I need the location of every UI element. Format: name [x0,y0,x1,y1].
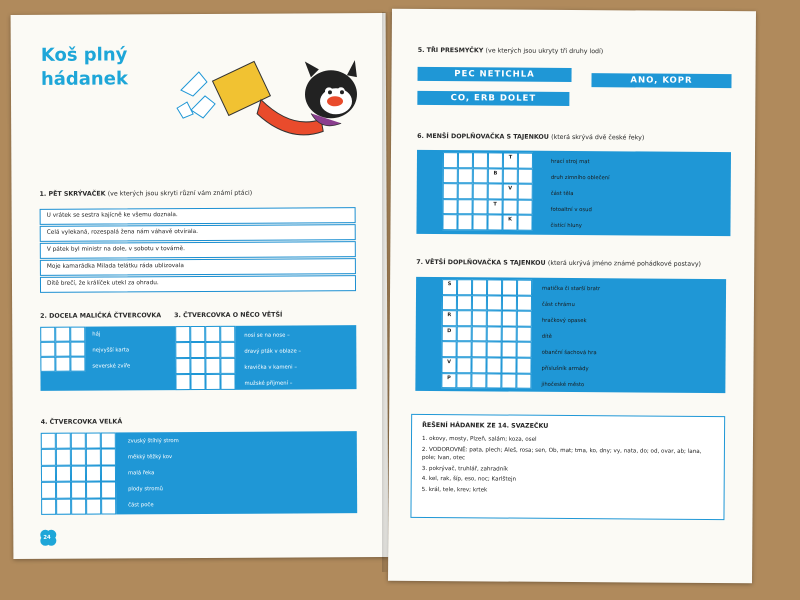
s6-clue-2: druh zimního oblečení [550,174,610,182]
solution-5: 5. král, tele, krev; krtek [421,486,488,493]
s6-grid: T B V T K [442,152,533,230]
s6-heading: 6. MENŠÍ DOPLŇOVAČKA S TAJENKOU (která skrývá dvě české řeky) [417,132,645,142]
s6-clue-5: čistící hluny [550,222,582,230]
cat-illustration [171,39,372,140]
s7-heading: 7. VĚTŠÍ DOPLŇOVAČKA S TAJENKOU (která ukrývá jméno známé pohádkové postavy) [416,258,702,268]
s6-clue-3: část těla [550,190,574,198]
s3-heading: 3. ČTVERCOVKA O NĚCO VĚTŠÍ [174,311,283,320]
s3-clue-1: nosí se na nose – [244,332,290,339]
s7-clue-5: obanční šachová hra [541,349,597,357]
s7-clue-1: matička či starší bratr [542,285,601,293]
s1-heading: 1. PĚT SKRÝVAČEK (ve kterých jsou skryti různí vám známí ptáci) [39,189,253,198]
sentence-4: Moje kamarádka Milada telátku ráda ublizovala [40,258,356,276]
s2-heading: 2. DOCELA MALIČKÁ ČTVERCOVKA [40,312,162,320]
s7-clue-4: dítě [541,333,552,340]
sentence-2: Celá vylekaná, rozespalá žena nám váhavě otvírala. [40,224,356,242]
s7-clue-3: hračkový opasek [541,317,587,325]
s2-clue-2: nejvyšší karta [92,347,130,354]
solutions-box [410,414,725,520]
s4-clue-5: část poče [128,502,154,509]
solution-1: 1. okovy, mosty, Plzeň, salám; koza, osel [421,435,537,443]
small-square-grid [40,327,85,372]
s6-clue-1: hrací stroj mat [550,158,590,166]
s7-clue-6: příslušník armády [541,365,589,373]
anagram-1: PEC NETICHLA [417,67,571,82]
solutions-heading: ŘEŠENÍ HÁDANEK ZE 14. SVAZEČKU [422,421,549,430]
s4-heading: 4. ČTVERCOVKA VELKÁ [40,418,123,426]
s3-clue-4: mužské příjmení – [244,380,293,387]
solution-4: 4. kel, rak, šíp, eso, noc; Karlštejn [421,475,517,483]
s3-clue-3: kravička v kameni – [244,364,297,371]
sentence-1: U vrátek se sestra kajícně ke všemu doznala. [40,207,356,225]
s4-clue-2: měkký těžký kov [127,454,173,461]
anagram-2: ANO, KOPR [591,73,731,88]
s7-grid: S R D V P [441,279,532,389]
large-square-grid [41,432,116,514]
left-page [11,13,389,559]
s2-clue-1: háj [92,331,101,338]
s7-clue-2: část chrámu [541,301,575,309]
s4-clue-4: plody stromů [128,486,164,493]
page-title-line2: hádanek [40,68,128,90]
s6-clue-4: fotoaltní v osud [550,206,592,214]
s4-clue-3: malá řeka [127,470,155,477]
sentence-3: V pátek byl ministr na dole, v sobotu v továrně. [40,241,356,259]
s4-clue-1: zvuský štíhlý strom [127,438,179,445]
page-number: 24 [43,534,51,541]
solution-3: 3. pokrývač, truhlář, zahradník [421,465,509,473]
sentence-5: Dítě brečí, že králíček utekl za ohradu. [40,275,356,293]
s2-clue-3: severské zvíře [92,363,131,370]
medium-square-grid [175,326,235,390]
s5-heading: 5. TŘI PRESMYČKY (ve kterých jsou ukryty tři druhy lodí) [417,46,604,56]
solution-2: 2. VODOROVNĚ: pata, plech; Aleš, rosa; sen, Ob, mat; tma, ko, dny; vy, nata, do; od, ovar, ab; lana, pole; Ivan, otec [421,446,702,462]
anagram-3: CO, ERB DOLET [417,91,569,106]
s3-clue-2: dravý pták v oblaze – [244,348,302,355]
right-page [388,9,756,584]
s7-clue-7: jihočeské město [541,381,585,389]
page-title-line1: Koš plný [40,44,128,66]
